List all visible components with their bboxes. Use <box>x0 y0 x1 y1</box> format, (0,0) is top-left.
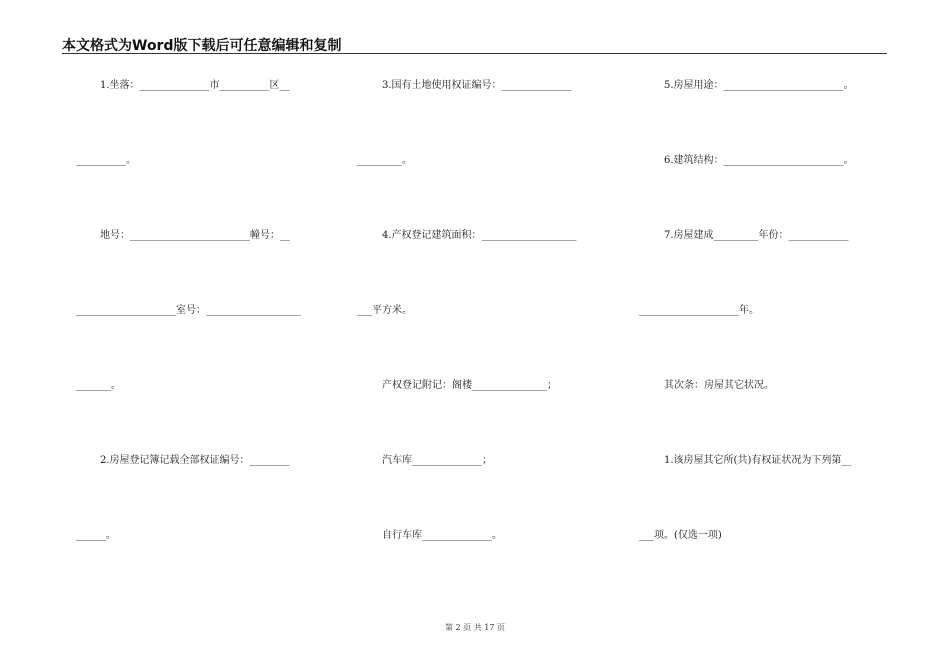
middle-line-7: 自行车库______________。 <box>382 530 502 541</box>
right-line-6: 1.该房屋其它所(共)有权证状况为下列第__ <box>664 455 852 466</box>
left-line-3: 地号：________________________幢号：__ <box>100 230 290 241</box>
right-line-1: 5.房屋用途：________________________。 <box>664 80 854 91</box>
middle-line-4: ___平方米。 <box>357 305 412 316</box>
right-line-7: ___项。(仅选一项) <box>639 530 722 541</box>
left-line-7: ______。 <box>76 530 116 541</box>
page-number-footer: 第 2 页 共 17 页 <box>445 623 505 632</box>
right-line-3: 7.房屋建成_________年份：____________ <box>664 230 849 241</box>
middle-line-1: 3.国有土地使用权证编号：______________ <box>382 80 572 91</box>
right-line-4: ____________________年。 <box>639 305 759 316</box>
header-divider <box>62 53 887 54</box>
document-header-title: 本文格式为Word版下载后可任意编辑和复制 <box>62 38 342 54</box>
right-line-5: 其次条：房屋其它状况。 <box>664 380 774 391</box>
left-line-2: __________。 <box>76 155 136 166</box>
right-line-2: 6.建筑结构：________________________。 <box>664 155 854 166</box>
left-line-5: _______。 <box>76 380 121 391</box>
left-line-4: ____________________室号：___________________ <box>76 305 301 316</box>
middle-line-3: 4.产权登记建筑面积：___________________ <box>382 230 577 241</box>
middle-line-2: _________。 <box>357 155 412 166</box>
middle-line-6: 汽车库______________； <box>382 455 492 466</box>
left-line-6: 2.房屋登记簿记载全部权证编号：________ <box>100 455 290 466</box>
middle-line-5: 产权登记附记：阁楼_______________； <box>382 380 557 391</box>
left-line-1: 1.坐落：______________市__________区__ <box>100 80 290 91</box>
